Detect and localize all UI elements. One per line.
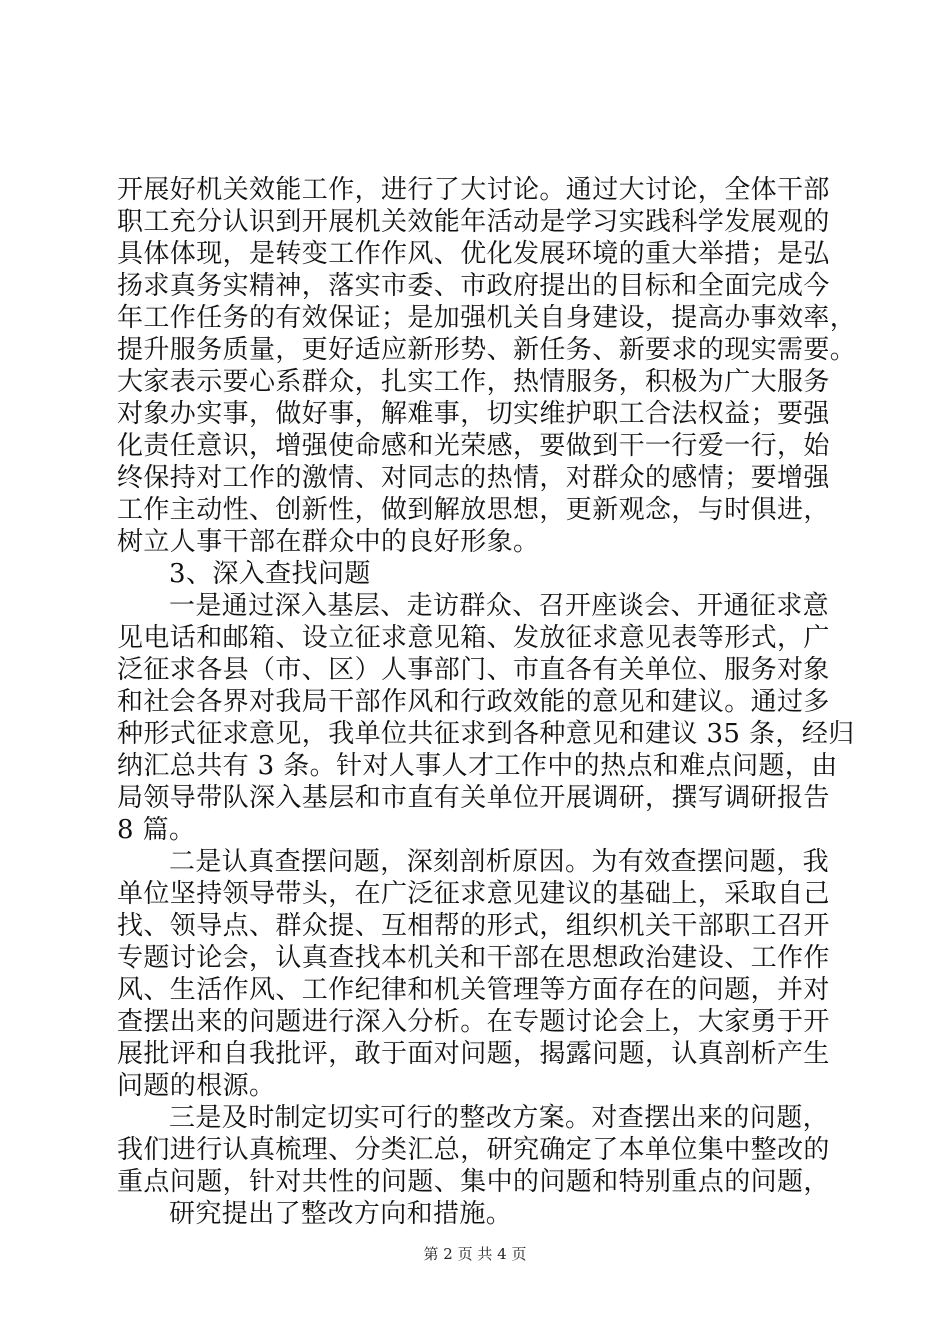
text-line: 工作主动性、创新性，做到解放思想，更新观念，与时俱进， (117, 495, 830, 525)
section-heading (117, 558, 833, 590)
text-line: 大家表示要心系群众，扎实工作，热情服务，积极为广大服务 (117, 367, 830, 397)
text-line: 具体体现，是转变工作作风、优化发展环境的重大举措；是弘 (117, 239, 830, 269)
paragraph-first-point (117, 590, 855, 846)
section-heading-text: 3、深入查找问题 (169, 559, 371, 589)
text-line: 提升服务质量，更好适应新形势、新任务、新要求的现实需要。 (117, 335, 857, 365)
text-line: 终保持对工作的激情、对同志的热情，对群众的感情；要增强 (117, 463, 830, 493)
text-line: 查摆出来的问题进行深入分析。在专题讨论会上，大家勇于开 (117, 1007, 830, 1037)
page-number-label: 第 2 页 共 4 页 (423, 1245, 527, 1263)
text-line: 单位坚持领导带头，在广泛征求意见建议的基础上，采取自己 (117, 879, 830, 909)
text-line: 扬求真务实精神，落实市委、市政府提出的目标和全面完成今 (117, 271, 830, 301)
text-line: 研究提出了整改方向和措施。 (169, 1199, 513, 1229)
text-line: 找、领导点、群众提、互相帮的形式，组织机关干部职工召开 (117, 911, 830, 941)
text-line: 风、生活作风、工作纪律和机关管理等方面存在的问题，并对 (117, 975, 830, 1005)
text-line: 和社会各界对我局干部作风和行政效能的意见和建议。通过多 (117, 687, 830, 717)
paragraph-closing (117, 1198, 833, 1230)
page-footer (0, 1244, 950, 1264)
text-line: 问题的根源。 (117, 1071, 276, 1101)
text-line: 二是认真查摆问题，深刻剖析原因。为有效查摆问题，我 (169, 847, 830, 877)
paragraph-second-point (117, 846, 833, 1102)
text-line: 局领导带队深入基层和市直有关单位开展调研，撰写调研报告 (117, 783, 830, 813)
text-line: 我们进行认真梳理、分类汇总，研究确定了本单位集中整改的 (117, 1135, 830, 1165)
text-line: 种形式征求意见，我单位共征求到各种意见和建议 35 条，经归 (117, 719, 855, 749)
text-line: 年工作任务的有效保证；是加强机关自身建设，提高办事效率， (117, 303, 857, 333)
text-line: 8 篇。 (117, 815, 196, 845)
paragraph-efficiency-discussion (117, 174, 857, 558)
text-line: 一是通过深入基层、走访群众、召开座谈会、开通征求意 (169, 591, 830, 621)
text-line: 展批评和自我批评，敢于面对问题，揭露问题，认真剖析产生 (117, 1039, 830, 1069)
document-body (117, 174, 857, 1230)
text-line: 树立人事干部在群众中的良好形象。 (117, 527, 540, 557)
text-line: 化责任意识，增强使命感和光荣感，要做到干一行爱一行，始 (117, 431, 830, 461)
text-line: 三是及时制定切实可行的整改方案。对查摆出来的问题， (169, 1103, 830, 1133)
text-line: 泛征求各县（市、区）人事部门、市直各有关单位、服务对象 (117, 655, 830, 685)
text-line: 职工充分认识到开展机关效能年活动是学习实践科学发展观的 (117, 207, 830, 237)
text-line: 重点问题，针对共性的问题、集中的问题和特别重点的问题， (117, 1167, 830, 1197)
text-line: 纳汇总共有 3 条。针对人事人才工作中的热点和难点问题，由 (117, 751, 838, 781)
text-line: 对象办实事，做好事，解难事，切实维护职工合法权益；要强 (117, 399, 830, 429)
text-line: 开展好机关效能工作，进行了大讨论。通过大讨论，全体干部 (117, 175, 830, 205)
text-line: 见电话和邮箱、设立征求意见箱、发放征求意见表等形式，广 (117, 623, 830, 653)
text-line: 专题讨论会，认真查找本机关和干部在思想政治建设、工作作 (117, 943, 830, 973)
paragraph-third-point (117, 1102, 833, 1198)
